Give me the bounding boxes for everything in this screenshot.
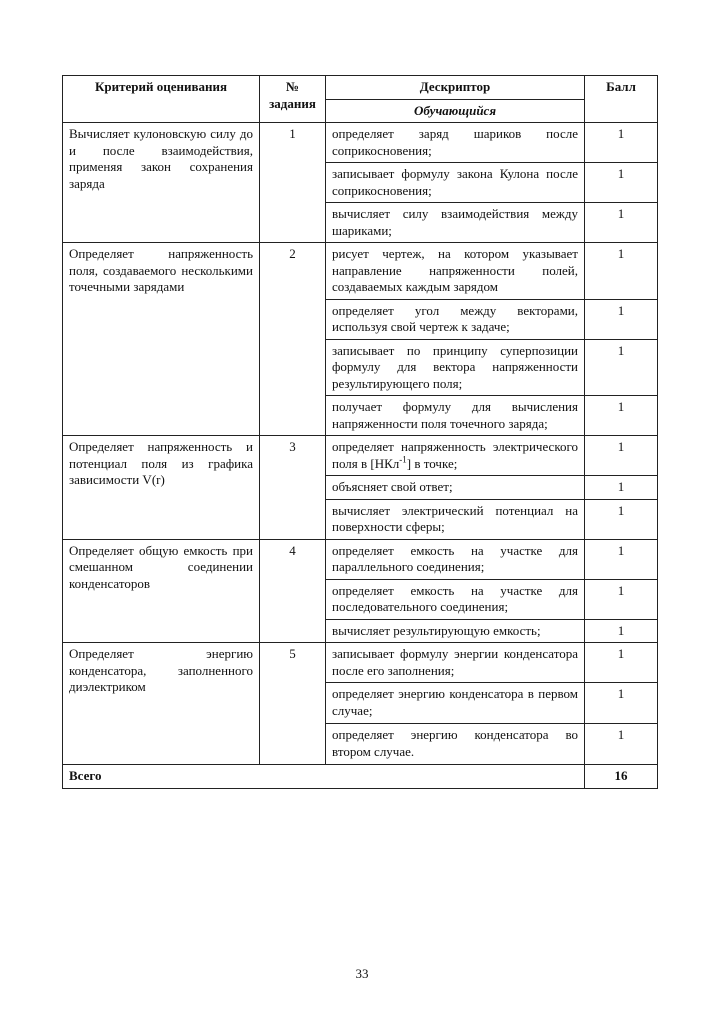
score-cell: 1: [585, 299, 658, 339]
table-row: [63, 436, 658, 476]
header-criterion: Критерий оценивания: [63, 76, 260, 123]
total-label: Всего: [63, 765, 585, 789]
score-cell: 1: [585, 683, 658, 724]
descriptor-cell: определяет угол между векторами, используя свой чертеж к задаче;: [326, 299, 585, 339]
score-cell: 1: [585, 476, 658, 500]
criterion-cell: Определяет напряженность поля, создаваемого несколькими точечными зарядами: [63, 243, 260, 436]
task-number-cell: 4: [260, 539, 326, 643]
score-cell: 1: [585, 643, 658, 683]
descriptor-cell: определяет емкость на участке для параллельного соединения;: [326, 539, 585, 579]
descriptor-cell: вычисляет электрический потенциал на поверхности сферы;: [326, 499, 585, 539]
header-descriptor-sub: Обучающийся: [326, 99, 585, 123]
table-row: [63, 123, 658, 163]
descriptor-cell: вычисляет силу взаимодействия между шариками;: [326, 203, 585, 243]
table-row: [63, 539, 658, 579]
score-cell: 1: [585, 123, 658, 163]
score-cell: 1: [585, 203, 658, 243]
score-cell: 1: [585, 436, 658, 476]
criterion-cell: Определяет энергию конденсатора, заполненного диэлектриком: [63, 643, 260, 765]
page-number: 33: [355, 966, 369, 981]
descriptor-cell: определяет заряд шариков после соприкосновения;: [326, 123, 585, 163]
score-cell: 1: [585, 579, 658, 619]
total-score: 16: [585, 765, 658, 789]
descriptor-cell: записывает формулу закона Кулона после соприкосновения;: [326, 163, 585, 203]
task-number-cell: 2: [260, 243, 326, 436]
table-row: [63, 643, 658, 683]
score-cell: 1: [585, 539, 658, 579]
descriptor-cell: рисует чертеж, на котором указывает направление напряженности полей, создаваемых каждым зарядом: [326, 243, 585, 300]
header-score: Балл: [585, 76, 658, 123]
header-descriptor: Дескриптор: [326, 76, 585, 100]
task-number-cell: 5: [260, 643, 326, 765]
task-number-cell: 1: [260, 123, 326, 243]
table-row: [63, 243, 658, 300]
criterion-cell: Определяет общую емкость при смешанном соединении конденсаторов: [63, 539, 260, 643]
score-cell: 1: [585, 619, 658, 643]
task-number-cell: 3: [260, 436, 326, 540]
descriptor-cell: [326, 436, 585, 476]
score-cell: 1: [585, 339, 658, 396]
descriptor-text: определяет напряженность электрического поля в [НКл: [332, 439, 578, 471]
descriptor-text: ] в точке;: [406, 455, 458, 471]
descriptor-cell: вычисляет результирующую емкость;: [326, 619, 585, 643]
descriptor-cell: объясняет свой ответ;: [326, 476, 585, 500]
total-row: [63, 765, 658, 789]
descriptor-cell: определяет емкость на участке для последовательного соединения;: [326, 579, 585, 619]
score-cell: 1: [585, 724, 658, 765]
score-cell: 1: [585, 396, 658, 436]
score-cell: 1: [585, 163, 658, 203]
superscript-text: -1: [399, 454, 407, 465]
descriptor-cell: записывает формулу энергии конденсатора после его заполнения;: [326, 643, 585, 683]
descriptor-cell: записывает по принципу суперпозиции формулу для вектора напряженности результирующего поля;: [326, 339, 585, 396]
descriptor-cell: определяет энергию конденсатора во втором случае.: [326, 724, 585, 765]
header-task-number: № задания: [260, 76, 326, 123]
descriptor-cell: определяет энергию конденсатора в первом случае;: [326, 683, 585, 724]
score-cell: 1: [585, 243, 658, 300]
descriptor-cell: получает формулу для вычисления напряженности поля точечного заряда;: [326, 396, 585, 436]
criterion-cell: Вычисляет кулоновскую силу до и после взаимодействия, применяя закон сохранения заряда: [63, 123, 260, 243]
score-cell: 1: [585, 499, 658, 539]
assessment-criteria-table: [62, 75, 658, 789]
criterion-cell: Определяет напряженность и потенциал поля из графика зависимости V(r): [63, 436, 260, 540]
